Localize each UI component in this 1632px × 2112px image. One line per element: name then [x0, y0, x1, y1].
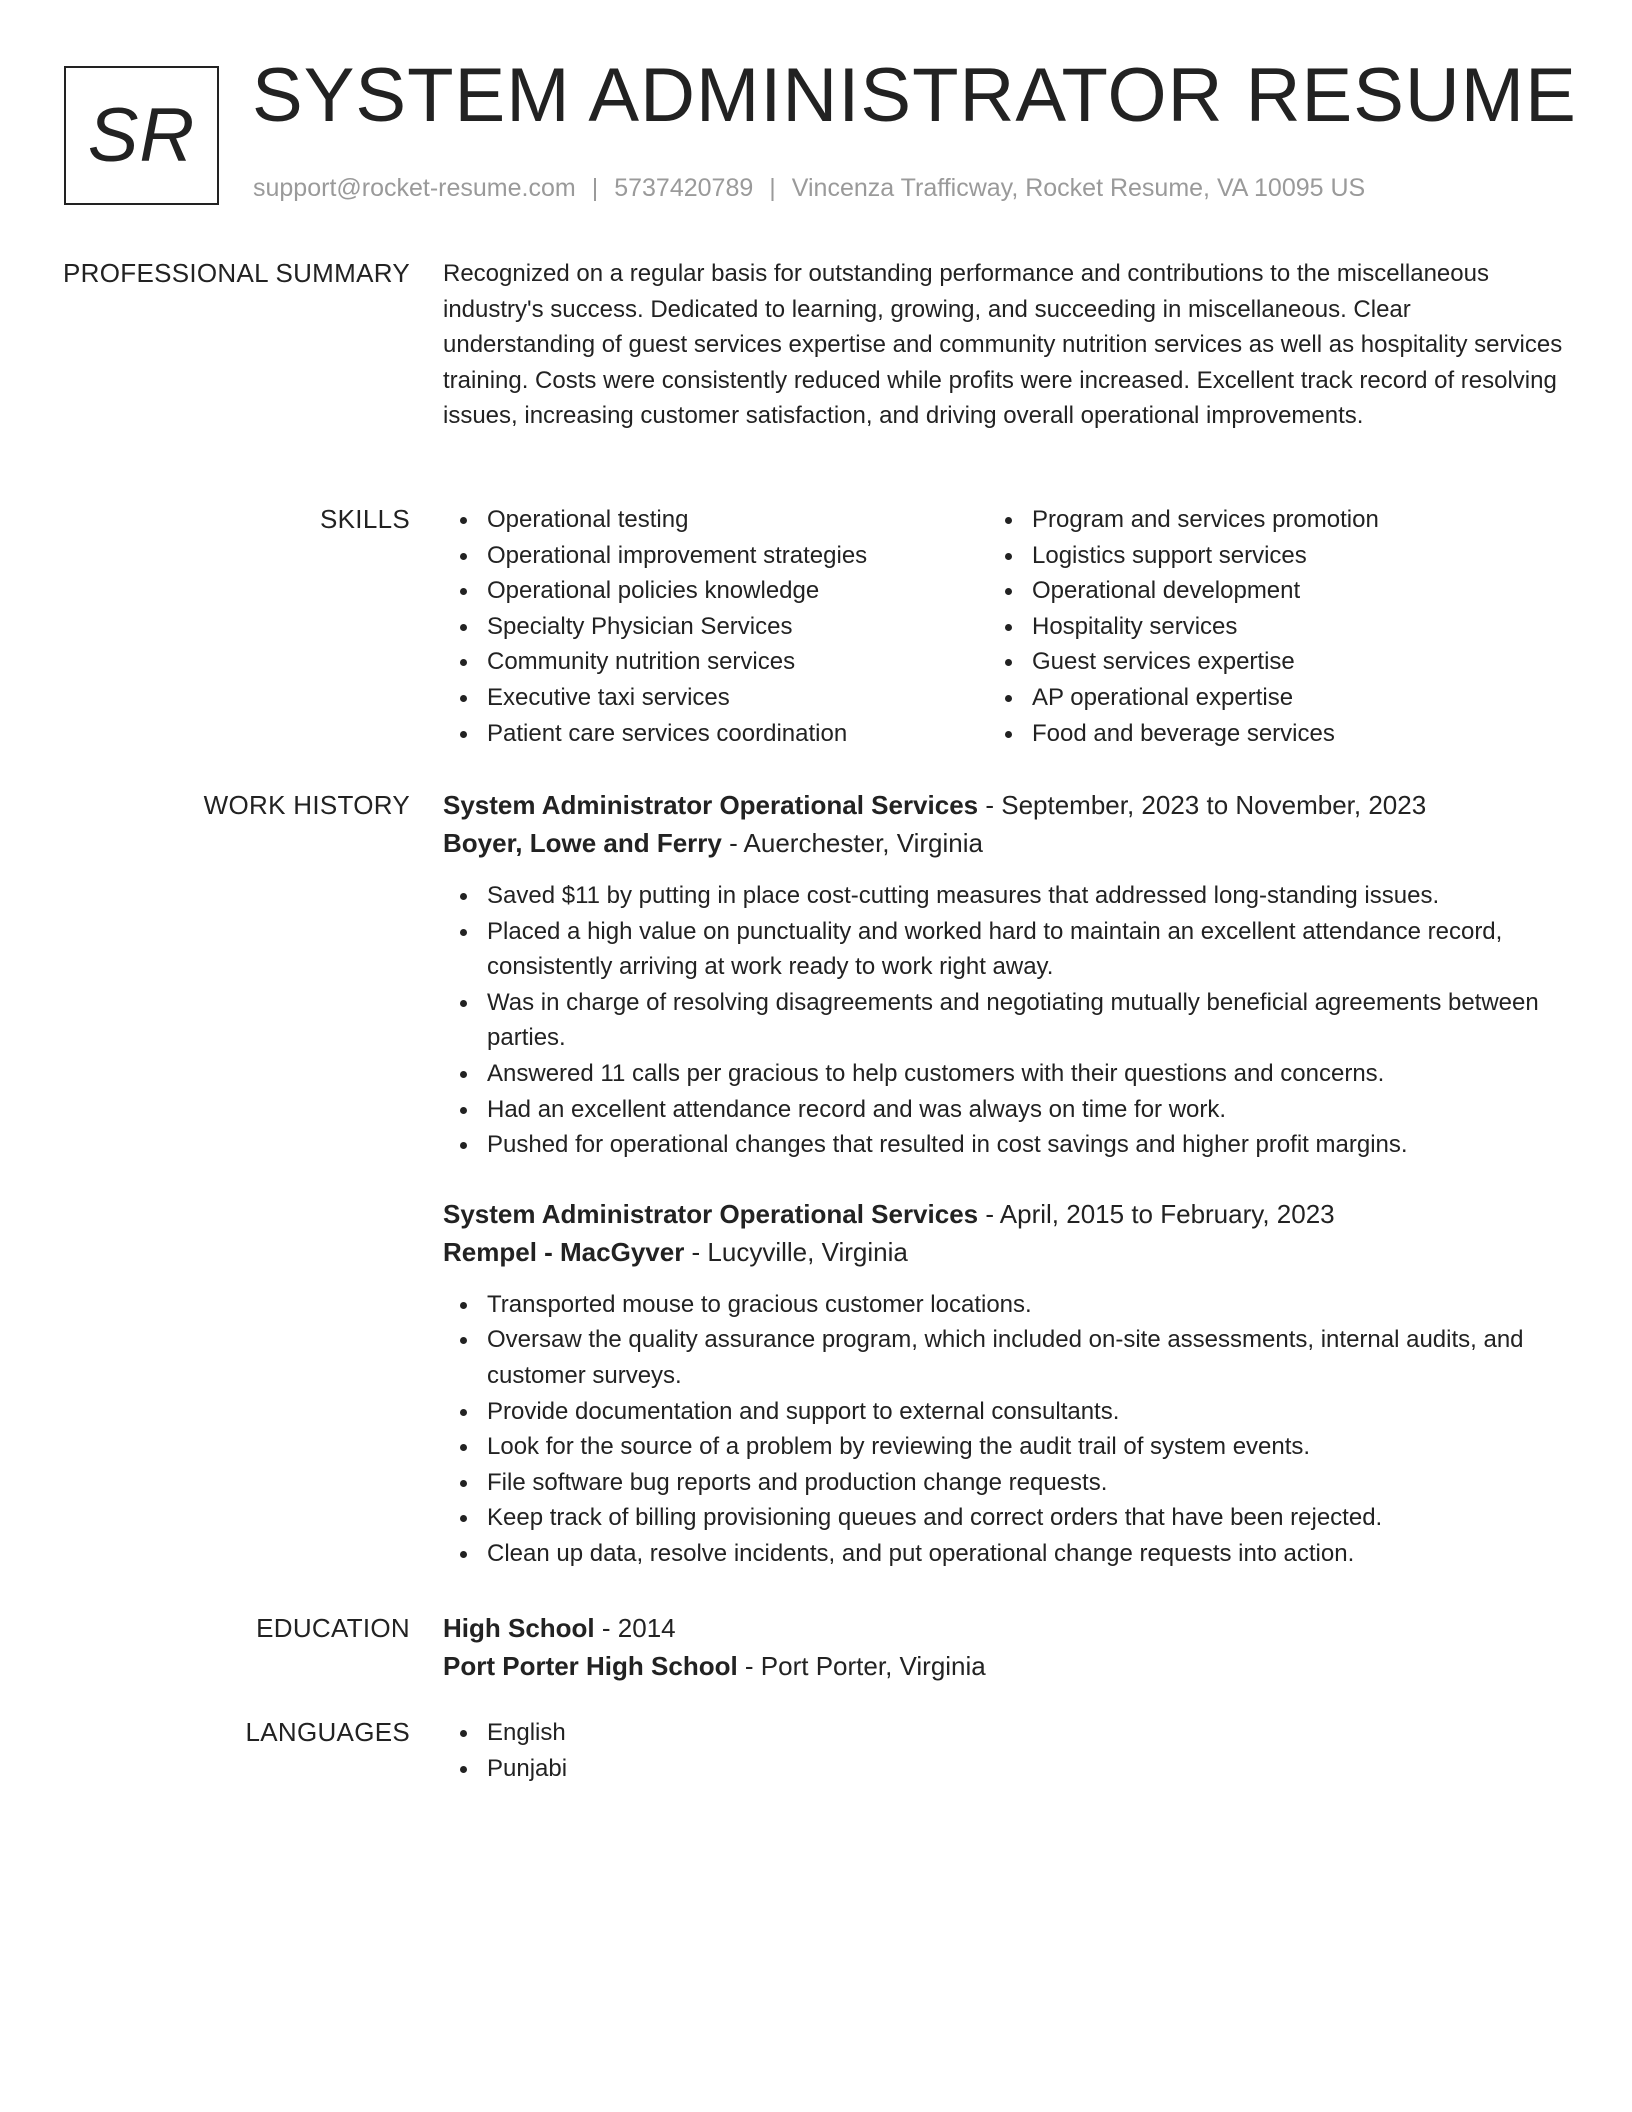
skill-item: Patient care services coordination	[443, 716, 988, 752]
language-item: English	[443, 1715, 1563, 1751]
education-heading: EDUCATION	[256, 1613, 410, 1643]
job-bullet: Look for the source of a problem by reviewing the audit trail of system events.	[443, 1429, 1563, 1465]
skill-item: Executive taxi services	[443, 680, 988, 716]
job-title-line	[443, 786, 1563, 824]
job-bullet: Keep track of billing provisioning queues and correct orders that have been rejected.	[443, 1500, 1563, 1536]
job-bullets	[443, 878, 1563, 1163]
skill-item: Community nutrition services	[443, 644, 988, 680]
contact-address: Vincenza Trafficway, Rocket Resume, VA 10095 US	[791, 174, 1366, 202]
job-location: - Lucyville, Virginia	[684, 1236, 908, 1267]
skills-grid	[443, 502, 1563, 751]
job-title: System Administrator Operational Services	[443, 1198, 979, 1229]
job-bullets	[443, 1287, 1563, 1572]
job-bullet: Oversaw the quality assurance program, which included on-site assessments, internal audits, and customer surveys.	[443, 1322, 1563, 1393]
job-bullet: Placed a high value on punctuality and worked hard to maintain an excellent attendance record, consistently arriving at work ready to work right away.	[443, 914, 1563, 985]
job-entry	[443, 1195, 1563, 1572]
education-year: - 2014	[594, 1613, 676, 1643]
job-company-line	[443, 1233, 1563, 1271]
skill-item: Food and beverage services	[988, 716, 1533, 752]
languages-list	[443, 1715, 1563, 1786]
job-title-line	[443, 1195, 1563, 1233]
education-degree-line	[443, 1609, 1563, 1647]
skills-body	[443, 502, 1563, 751]
language-item: Punjabi	[443, 1751, 1563, 1787]
work-history-heading: WORK HISTORY	[203, 790, 410, 820]
monogram-logo: SR	[64, 66, 219, 205]
job-company: Boyer, Lowe and Ferry	[443, 828, 722, 858]
skill-item: Program and services promotion	[988, 502, 1533, 538]
summary-heading: PROFESSIONAL SUMMARY	[63, 258, 410, 288]
education-location: - Port Porter, Virginia	[737, 1651, 986, 1681]
job-bullet: Answered 11 calls per gracious to help customers with their questions and concerns.	[443, 1056, 1563, 1092]
education-school-line	[443, 1647, 1563, 1685]
job-bullet: Pushed for operational changes that resulted in cost savings and higher profit margins.	[443, 1127, 1563, 1163]
job-company-line	[443, 824, 1563, 862]
job-entry	[443, 786, 1563, 1163]
summary-text: Recognized on a regular basis for outstanding performance and contributions to the miscellaneous industry's success. Dedicated to learning, growing, and succeeding in miscellaneous. Clear understanding of guest services expertise and community nutrition services as well as hospitality services training. Costs were consistently reduced while profits were increased. Excellent track record of resolving issues, increasing customer satisfaction, and driving overall operational improvements.	[443, 260, 1563, 430]
skill-item: Operational development	[988, 573, 1533, 609]
skills-list-right	[988, 502, 1533, 751]
skill-item: Specialty Physician Services	[443, 609, 988, 645]
contact-line	[253, 174, 1365, 203]
job-bullet: Saved $11 by putting in place cost-cutting measures that addressed long-standing issues.	[443, 878, 1563, 914]
job-bullet: Had an excellent attendance record and was always on time for work.	[443, 1092, 1563, 1128]
job-bullet: File software bug reports and production change requests.	[443, 1465, 1563, 1501]
skills-list-left	[443, 502, 988, 751]
skill-item: Operational testing	[443, 502, 988, 538]
skill-item: Logistics support services	[988, 538, 1533, 574]
work-history-body	[443, 786, 1563, 1572]
contact-separator: |	[591, 174, 599, 202]
job-dates: - September, 2023 to November, 2023	[978, 790, 1427, 820]
job-company: Rempel - MacGyver	[443, 1236, 685, 1267]
skill-item: Guest services expertise	[988, 644, 1533, 680]
job-bullet: Provide documentation and support to external consultants.	[443, 1394, 1563, 1430]
job-bullet: Transported mouse to gracious customer locations.	[443, 1287, 1563, 1323]
summary-body	[443, 256, 1563, 434]
education-degree: High School	[443, 1613, 595, 1643]
skill-item: AP operational expertise	[988, 680, 1533, 716]
contact-separator: |	[769, 174, 776, 202]
job-bullet: Was in charge of resolving disagreements and negotiating mutually beneficial agreements between parties.	[443, 985, 1563, 1056]
contact-phone: 5737420789	[614, 174, 754, 202]
languages-body	[443, 1715, 1563, 1786]
contact-email: support@rocket-resume.com	[253, 174, 576, 202]
job-location: - Auerchester, Virginia	[721, 828, 983, 858]
languages-heading: LANGUAGES	[245, 1717, 410, 1747]
skills-heading: SKILLS	[320, 504, 410, 534]
education-school: Port Porter High School	[443, 1651, 738, 1681]
skill-item: Operational policies knowledge	[443, 573, 988, 609]
job-dates: - April, 2015 to February, 2023	[978, 1198, 1335, 1229]
skill-item: Hospitality services	[988, 609, 1533, 645]
job-title: System Administrator Operational Services	[443, 790, 979, 820]
job-bullet: Clean up data, resolve incidents, and put operational change requests into action.	[443, 1536, 1563, 1572]
skill-item: Operational improvement strategies	[443, 538, 988, 574]
education-body	[443, 1609, 1563, 1685]
resume-title: SYSTEM ADMINISTRATOR RESUME	[252, 53, 1577, 138]
